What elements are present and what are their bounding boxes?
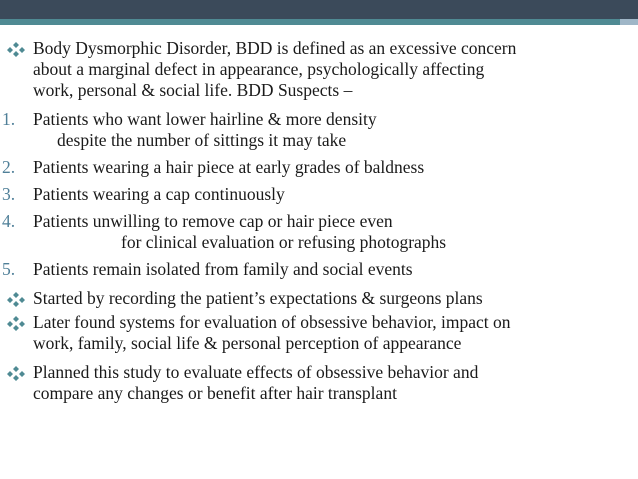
header-dark-band bbox=[0, 0, 638, 19]
bullet-text-continued: compare any changes or benefit after hair transplant bbox=[33, 383, 397, 403]
list-number: 4. bbox=[2, 211, 16, 231]
bullet-item-1 bbox=[0, 288, 630, 309]
intro-paragraph bbox=[0, 38, 630, 101]
list-number: 5. bbox=[2, 259, 16, 279]
bullet-item-3 bbox=[0, 362, 630, 404]
four-diamond-bullet-icon bbox=[5, 363, 29, 384]
list-item-1 bbox=[0, 109, 630, 151]
header-right-tab bbox=[620, 19, 638, 25]
intro-line-2: about a marginal defect in appearance, psychologically affecting bbox=[33, 59, 485, 79]
slide-body bbox=[0, 38, 630, 404]
bullet-text: Started by recording the patient’s expectations & surgeons plans bbox=[33, 288, 483, 308]
bullet-text: Later found systems for evaluation of obsessive behavior, impact on bbox=[33, 312, 511, 332]
bullet-text-continued: work, family, social life & personal perception of appearance bbox=[33, 333, 462, 353]
list-item-2 bbox=[0, 157, 630, 178]
list-item-3 bbox=[0, 184, 630, 205]
header-accent-band bbox=[0, 19, 638, 25]
list-number: 3. bbox=[2, 184, 16, 204]
list-item-5 bbox=[0, 259, 630, 280]
four-diamond-bullet-icon bbox=[5, 313, 29, 334]
four-diamond-bullet-icon bbox=[5, 289, 29, 310]
list-item-text: Patients unwilling to remove cap or hair piece even bbox=[33, 211, 393, 231]
bullet-item-2 bbox=[0, 312, 630, 354]
list-item-text: Patients remain isolated from family and social events bbox=[33, 259, 413, 279]
list-item-4 bbox=[0, 211, 630, 253]
intro-line-1: Body Dysmorphic Disorder, BDD is defined as an excessive concern bbox=[33, 38, 517, 58]
list-number: 1. bbox=[2, 109, 16, 129]
list-item-text-continued: for clinical evaluation or refusing photographs bbox=[121, 232, 447, 252]
list-item-text: Patients wearing a hair piece at early grades of baldness bbox=[33, 157, 425, 177]
list-item-text: Patients who want lower hairline & more density bbox=[33, 109, 377, 129]
intro-line-3: work, personal & social life. BDD Suspects – bbox=[33, 80, 353, 100]
list-item-text-continued: despite the number of sittings it may take bbox=[57, 130, 347, 150]
list-number: 2. bbox=[2, 157, 16, 177]
list-item-text: Patients wearing a cap continuously bbox=[33, 184, 285, 204]
bullet-text: Planned this study to evaluate effects of obsessive behavior and bbox=[33, 362, 479, 382]
four-diamond-bullet-icon bbox=[5, 39, 29, 60]
slide-header-bar bbox=[0, 0, 638, 26]
